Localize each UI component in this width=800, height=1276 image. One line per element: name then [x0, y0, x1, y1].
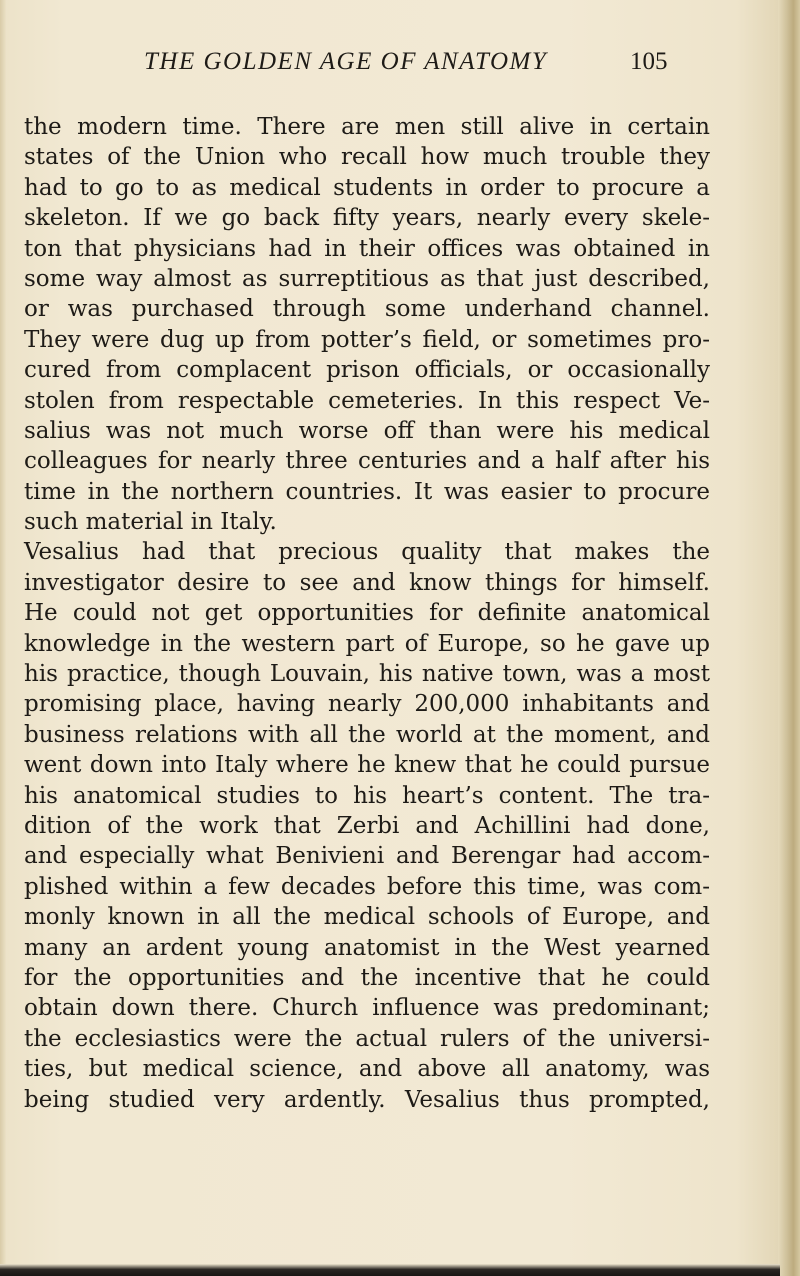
text-line: ton that physicians had in their offices was obtained in [24, 235, 710, 262]
body-text [24, 112, 710, 1115]
text-line: stolen from respectable cemeteries. In this respect Ve- [24, 387, 710, 414]
text-line: and especially what Benivieni and Berengar had accom- [24, 843, 710, 870]
text-line: the modern time. There are men still alive in certain [24, 114, 710, 140]
text-line-paragraph-start: Vesalius had that precious quality that makes the [24, 539, 710, 566]
text-line: knowledge in the western part of Europe, so he gave up [24, 630, 710, 657]
text-line: went down into Italy where he knew that he could pursue [24, 752, 710, 779]
text-line-paragraph-end: such material in Italy. [24, 509, 277, 536]
text-line: dition of the work that Zerbi and Achillini had done, [24, 812, 710, 839]
text-line: states of the Union who recall how much trouble they [24, 144, 710, 171]
page-gutter-edge [778, 0, 800, 1276]
text-line: many an ardent young anatomist in the West yearned [24, 934, 710, 961]
text-line: plished within a few decades before this time, was com- [24, 873, 710, 900]
text-line: ties, but medical science, and above all anatomy, was [24, 1056, 710, 1083]
text-line: He could not get opportunities for definite anatomical [24, 600, 710, 627]
page-left-edge [0, 0, 6, 1276]
text-line: investigator desire to see and know things for himself. [24, 569, 710, 596]
text-line: They were dug up from potter’s field, or sometimes pro- [24, 326, 710, 353]
page-bottom-shadow [0, 1264, 780, 1276]
text-line: colleagues for nearly three centuries and a half after his [24, 448, 710, 475]
text-line: business relations with all the world at the moment, and [24, 721, 710, 748]
text-line: salius was not much worse off than were his medical [24, 417, 710, 444]
text-line: monly known in all the medical schools of Europe, and [24, 904, 710, 931]
text-line: some way almost as surreptitious as that just described, [24, 265, 710, 292]
text-line: time in the northern countries. It was easier to procure [24, 478, 710, 505]
text-line: his anatomical studies to his heart’s content. The tra- [24, 782, 710, 809]
text-line: being studied very ardently. Vesalius thus prompted, [24, 1086, 710, 1113]
text-line: for the opportunities and the incentive that he could [24, 964, 710, 991]
text-line: his practice, though Louvain, his native town, was a most [24, 661, 710, 688]
text-line: the ecclesiastics were the actual rulers of the universi- [24, 1025, 710, 1052]
running-title: THE GOLDEN AGE OF ANATOMY [144, 48, 548, 75]
text-line: skeleton. If we go back fifty years, nearly every skele- [24, 205, 710, 232]
text-line: obtain down there. Church influence was predominant; [24, 995, 710, 1022]
text-line: promising place, having nearly 200,000 inhabitants and [24, 691, 710, 718]
page-header [0, 48, 800, 88]
page-number: 105 [630, 48, 668, 75]
text-line: cured from complacent prison officials, or occasionally [24, 357, 710, 384]
text-line: or was purchased through some underhand channel. [24, 296, 710, 323]
text-line: had to go to as medical students in order to procure a [24, 174, 710, 201]
